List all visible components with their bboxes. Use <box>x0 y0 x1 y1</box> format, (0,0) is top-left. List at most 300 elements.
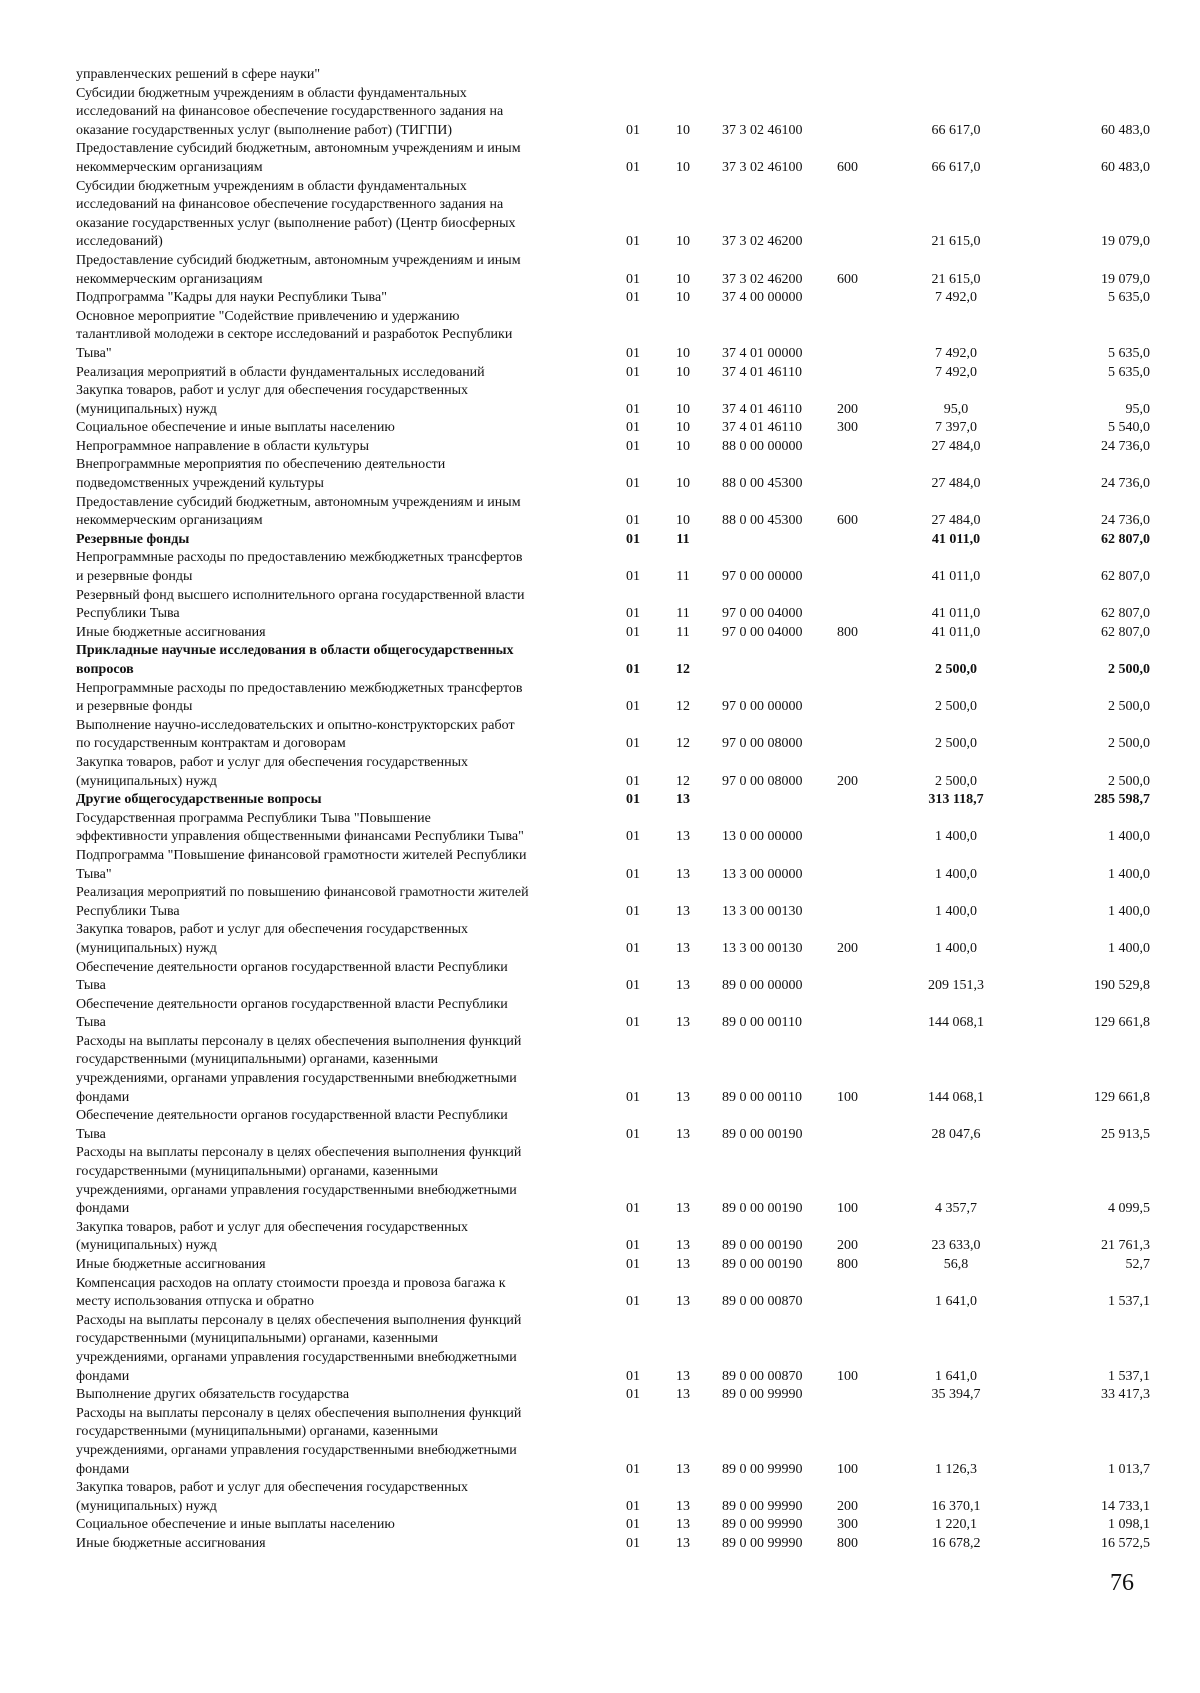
row-amount-year-2: 24 736,0 <box>1101 476 1150 492</box>
row-expense-type-code <box>837 884 892 921</box>
row-section-code <box>608 66 658 85</box>
table-row <box>76 1275 1154 1312</box>
row-amount-year-2: 62 807,0 <box>1101 569 1150 585</box>
row-name: Прикладные научные исследования в области общегосударственных вопросов <box>76 643 514 677</box>
row-target-article-code: 89 0 00 99990 <box>722 1461 803 1477</box>
row-name: Предоставление субсидий бюджетным, автономным учреждениям и иным некоммерческим организациям <box>76 252 521 287</box>
table-row <box>76 1386 1154 1405</box>
table-row <box>76 382 1154 419</box>
row-name: Обеспечение деятельности органов государственной власти Республики Тыва <box>76 959 508 994</box>
table-row <box>76 1312 1154 1386</box>
row-amount-year-2: 60 483,0 <box>1101 122 1150 138</box>
row-target-article-code: 97 0 00 08000 <box>722 736 803 752</box>
row-target-article-code: 89 0 00 00110 <box>722 1089 802 1105</box>
row-name: Иные бюджетные ассигнования <box>76 1535 266 1551</box>
row-expense-type-code <box>837 66 892 85</box>
row-target-article-code: 89 0 00 99990 <box>722 1498 803 1514</box>
row-expense-type-code <box>837 959 892 996</box>
row-amount-year-1: 1 641,0 <box>935 1294 977 1310</box>
row-section-code: 01 <box>626 1238 640 1254</box>
row-amount-year-2: 19 079,0 <box>1101 234 1150 250</box>
row-target-article-code: 97 0 00 00000 <box>722 569 803 585</box>
row-name: Компенсация расходов на оплату стоимости проезда и провоза багажа к месту использования отпуска и обратно <box>76 1275 506 1310</box>
row-subsection-code: 12 <box>676 736 690 752</box>
row-expense-type-code <box>837 642 892 679</box>
row-name: Расходы на выплаты персоналу в целях обеспечения выполнения функций государственными (муниципальными) органами, казенными учреждениями, органами управления государственными внебюджетными фондами <box>76 1312 522 1384</box>
row-subsection-code: 10 <box>676 401 690 417</box>
row-section-code: 01 <box>626 1498 640 1514</box>
row-section-code: 01 <box>626 978 640 994</box>
row-amount-year-1: 7 492,0 <box>935 290 977 306</box>
row-section-code: 01 <box>626 234 640 250</box>
row-target-article-code <box>708 791 837 810</box>
row-amount-year-1: 66 617,0 <box>931 159 981 175</box>
row-amount-year-2: 5 635,0 <box>1108 364 1150 380</box>
row-name: Реализация мероприятий в области фундаментальных исследований <box>76 364 485 380</box>
row-name: Социальное обеспечение и иные выплаты населению <box>76 420 395 436</box>
table-row <box>76 1219 1154 1256</box>
row-section-code: 01 <box>626 606 640 622</box>
row-amount-year-1: 1 126,3 <box>935 1461 977 1477</box>
row-amount-year-1: 27 484,0 <box>931 476 981 492</box>
row-amount-year-1: 7 492,0 <box>935 364 977 380</box>
row-name: Выполнение научно-исследовательских и опытно-конструкторских работ по государственным контрактам и договорам <box>76 717 515 752</box>
row-name: Расходы на выплаты персоналу в целях обеспечения выполнения функций государственными (муниципальными) органами, казенными учреждениями, органами управления государственными внебюджетными фондами <box>76 1033 522 1105</box>
row-amount-year-2: 62 807,0 <box>1101 531 1150 547</box>
row-subsection-code: 13 <box>676 1535 690 1551</box>
row-target-article-code: 89 0 00 00190 <box>722 1257 803 1272</box>
table-row <box>76 1516 1154 1535</box>
row-amount-year-1: 7 492,0 <box>935 345 977 361</box>
row-expense-type-code: 100 <box>837 1201 858 1217</box>
row-target-article-code: 88 0 00 45300 <box>722 513 803 529</box>
row-subsection-code: 10 <box>676 438 690 454</box>
row-target-article-code: 89 0 00 99990 <box>722 1387 803 1403</box>
row-subsection-code: 13 <box>676 1015 690 1031</box>
row-expense-type-code <box>837 308 892 364</box>
row-amount-year-2: 25 913,5 <box>1101 1126 1150 1142</box>
row-target-article-code: 97 0 00 08000 <box>722 773 803 789</box>
table-row <box>76 624 1154 643</box>
row-amount-year-2: 14 733,1 <box>1101 1498 1150 1514</box>
row-name: Непрограммные расходы по предоставлению межбюджетных трансфертов и резервные фонды <box>76 680 523 715</box>
budget-table-body <box>76 66 1154 1554</box>
row-amount-year-2: 60 483,0 <box>1101 159 1150 175</box>
row-amount-year-1: 2 500,0 <box>935 736 977 752</box>
row-target-article-code: 97 0 00 04000 <box>722 624 803 640</box>
row-name: Иные бюджетные ассигнования <box>76 624 266 640</box>
row-expense-type-code <box>837 1275 892 1312</box>
row-amount-year-2: 2 500,0 <box>1108 736 1150 752</box>
row-subsection-code: 13 <box>676 1461 690 1477</box>
row-amount-year-1: 23 633,0 <box>931 1238 981 1254</box>
row-subsection-code: 13 <box>676 1257 690 1272</box>
row-name: Выполнение других обязательств государства <box>76 1387 350 1403</box>
table-row <box>76 85 1154 141</box>
row-subsection-code: 11 <box>676 606 690 622</box>
row-subsection-code: 13 <box>676 1387 690 1403</box>
row-expense-type-code <box>837 85 892 141</box>
row-target-article-code: 37 4 01 46110 <box>722 364 802 380</box>
row-amount-year-2: 52,7 <box>1125 1257 1150 1272</box>
table-row <box>76 1107 1154 1144</box>
row-section-code: 01 <box>626 792 640 808</box>
row-target-article-code: 89 0 00 00190 <box>722 1238 803 1254</box>
row-name: Предоставление субсидий бюджетным, автономным учреждениям и иным некоммерческим организациям <box>76 494 521 529</box>
table-row <box>76 549 1154 586</box>
table-row <box>76 921 1154 958</box>
row-section-code: 01 <box>626 1015 640 1031</box>
row-section-code: 01 <box>626 159 640 175</box>
row-target-article-code: 37 3 02 46100 <box>722 159 803 175</box>
row-amount-year-2: 19 079,0 <box>1101 271 1150 287</box>
row-expense-type-code: 200 <box>837 1238 858 1254</box>
row-target-article-code: 37 3 02 46100 <box>722 122 803 138</box>
row-amount-year-1: 2 500,0 <box>935 699 977 715</box>
row-amount-year-1: 41 011,0 <box>931 531 981 547</box>
row-expense-type-code: 200 <box>837 940 858 956</box>
row-expense-type-code <box>837 1386 892 1405</box>
row-subsection-code: 10 <box>676 345 690 361</box>
row-target-article-code: 37 3 02 46200 <box>722 234 803 250</box>
row-target-article-code: 37 4 01 46110 <box>722 401 802 417</box>
row-amount-year-1: 66 617,0 <box>931 122 981 138</box>
row-amount-year-1: 144 068,1 <box>928 1015 984 1031</box>
row-target-article-code: 89 0 00 00190 <box>722 1201 803 1217</box>
row-expense-type-code: 300 <box>837 1517 858 1533</box>
row-subsection-code: 13 <box>676 1517 690 1533</box>
row-target-article-code: 89 0 00 99990 <box>722 1517 803 1533</box>
row-section-code: 01 <box>626 1368 640 1384</box>
row-name: Расходы на выплаты персоналу в целях обеспечения выполнения функций государственными (муниципальными) органами, казенными учреждениями, органами управления государственными внебюджетными фондами <box>76 1405 522 1477</box>
row-section-code: 01 <box>626 773 640 789</box>
row-section-code: 01 <box>626 1517 640 1533</box>
row-subsection-code: 13 <box>676 1368 690 1384</box>
row-amount-year-2: 1 537,1 <box>1108 1294 1150 1310</box>
row-section-code: 01 <box>626 699 640 715</box>
row-expense-type-code <box>837 791 892 810</box>
row-name: Расходы на выплаты персоналу в целях обеспечения выполнения функций государственными (муниципальными) органами, казенными учреждениями, органами управления государственными внебюджетными фондами <box>76 1145 522 1217</box>
row-expense-type-code: 800 <box>837 624 858 640</box>
row-section-code: 01 <box>626 364 640 380</box>
row-section-code: 01 <box>626 438 640 454</box>
table-row <box>76 680 1154 717</box>
row-subsection-code: 11 <box>676 569 690 585</box>
row-section-code: 01 <box>626 271 640 287</box>
table-row <box>76 642 1154 679</box>
table-row <box>76 1033 1154 1107</box>
table-row <box>76 1405 1154 1479</box>
row-subsection-code: 10 <box>676 159 690 175</box>
row-subsection-code: 10 <box>676 476 690 492</box>
row-amount-year-1: 27 484,0 <box>931 513 981 529</box>
row-amount-year-2: 2 500,0 <box>1108 699 1150 715</box>
row-section-code: 01 <box>626 420 640 436</box>
row-subsection-code: 13 <box>676 978 690 994</box>
table-row <box>76 531 1154 550</box>
row-name: Реализация мероприятий по повышению финансовой грамотности жителей Республики Тыва <box>76 885 529 919</box>
row-expense-type-code <box>837 364 892 383</box>
table-row <box>76 791 1154 810</box>
row-expense-type-code: 100 <box>837 1461 858 1477</box>
row-target-article-code: 89 0 00 00190 <box>722 1126 803 1142</box>
row-subsection-code: 13 <box>676 866 690 882</box>
row-amount-year-2: 1 400,0 <box>1108 829 1150 845</box>
row-subsection-code: 10 <box>676 271 690 287</box>
row-target-article-code: 13 3 00 00130 <box>722 940 803 956</box>
row-subsection-code <box>658 66 708 85</box>
row-section-code: 01 <box>626 513 640 529</box>
row-name: Государственная программа Республики Тыва "Повышение эффективности управления общественными финансами Республики Тыва" <box>76 810 524 845</box>
table-row <box>76 884 1154 921</box>
row-expense-type-code: 200 <box>837 401 858 417</box>
row-subsection-code: 11 <box>676 624 690 640</box>
row-section-code: 01 <box>626 736 640 752</box>
row-target-article-code <box>708 66 837 85</box>
row-expense-type-code <box>837 810 892 847</box>
row-name: Субсидии бюджетным учреждениям в области фундаментальных исследований на финансовое обеспечение государственного задания на оказание государственных услуг (выполнение работ) (Центр биосферных исследований) <box>76 178 516 250</box>
table-row <box>76 587 1154 624</box>
row-name: Субсидии бюджетным учреждениям в области фундаментальных исследований на финансовое обеспечение государственного задания на оказание государственных услуг (выполнение работ) (ТИГПИ) <box>76 85 504 138</box>
row-amount-year-2: 62 807,0 <box>1101 624 1150 640</box>
row-subsection-code: 13 <box>676 792 690 808</box>
row-target-article-code: 37 4 01 00000 <box>722 345 803 361</box>
row-section-code: 01 <box>626 1126 640 1142</box>
row-section-code: 01 <box>626 866 640 882</box>
row-name: Другие общегосударственные вопросы <box>76 792 322 808</box>
row-amount-year-2: 21 761,3 <box>1101 1238 1150 1254</box>
row-amount-year-2: 1 400,0 <box>1108 903 1150 919</box>
row-amount-year-1 <box>892 66 1020 85</box>
row-expense-type-code <box>837 289 892 308</box>
row-section-code: 01 <box>626 1257 640 1272</box>
row-subsection-code: 10 <box>676 364 690 380</box>
table-row <box>76 252 1154 289</box>
page-number: 76 <box>1110 1570 1134 1596</box>
row-expense-type-code <box>837 847 892 884</box>
row-subsection-code: 10 <box>676 290 690 306</box>
row-expense-type-code <box>837 587 892 624</box>
row-name: Закупка товаров, работ и услуг для обеспечения государственных (муниципальных) нужд <box>76 1219 469 1254</box>
row-target-article-code: 37 4 01 46110 <box>722 420 802 436</box>
row-amount-year-2: 2 500,0 <box>1108 662 1150 677</box>
table-row <box>76 178 1154 252</box>
row-expense-type-code <box>837 438 892 457</box>
row-amount-year-2: 5 635,0 <box>1108 290 1150 306</box>
row-section-code: 01 <box>626 1089 640 1105</box>
row-name: Резервные фонды <box>76 531 190 547</box>
row-target-article-code: 13 3 00 00130 <box>722 903 803 919</box>
table-row <box>76 754 1154 791</box>
row-target-article-code: 89 0 00 00000 <box>722 978 803 994</box>
row-expense-type-code: 600 <box>837 271 858 287</box>
row-expense-type-code: 800 <box>837 1535 858 1551</box>
row-target-article-code: 89 0 00 00870 <box>722 1294 803 1310</box>
row-expense-type-code <box>837 531 892 550</box>
row-expense-type-code: 200 <box>837 773 858 789</box>
row-name: управленческих решений в сфере науки" <box>76 67 321 82</box>
table-row <box>76 456 1154 493</box>
row-amount-year-1: 21 615,0 <box>931 271 981 287</box>
row-amount-year-1: 313 118,7 <box>928 792 984 808</box>
row-amount-year-2: 33 417,3 <box>1101 1387 1150 1403</box>
row-expense-type-code <box>837 717 892 754</box>
row-subsection-code: 13 <box>676 1089 690 1105</box>
row-section-code: 01 <box>626 569 640 585</box>
row-subsection-code: 10 <box>676 513 690 529</box>
row-amount-year-1: 35 394,7 <box>931 1387 981 1403</box>
row-amount-year-2: 5 635,0 <box>1108 345 1150 361</box>
row-expense-type-code <box>837 178 892 252</box>
row-target-article-code: 13 3 00 00000 <box>722 866 803 882</box>
row-expense-type-code: 200 <box>837 1498 858 1514</box>
row-amount-year-2: 129 661,8 <box>1094 1089 1150 1105</box>
table-row <box>76 996 1154 1033</box>
row-expense-type-code <box>837 456 892 493</box>
row-subsection-code: 12 <box>676 699 690 715</box>
row-section-code: 01 <box>626 401 640 417</box>
row-expense-type-code <box>837 996 892 1033</box>
row-subsection-code: 13 <box>676 1201 690 1217</box>
row-section-code: 01 <box>626 290 640 306</box>
row-name: Иные бюджетные ассигнования <box>76 1257 266 1272</box>
row-target-article-code: 13 0 00 00000 <box>722 829 803 845</box>
row-name: Закупка товаров, работ и услуг для обеспечения государственных (муниципальных) нужд <box>76 383 469 417</box>
row-name: Непрограммные расходы по предоставлению межбюджетных трансфертов и резервные фонды <box>76 550 523 585</box>
row-amount-year-2 <box>1020 66 1154 85</box>
row-section-code: 01 <box>626 476 640 492</box>
row-amount-year-2: 1 400,0 <box>1108 940 1150 956</box>
table-row <box>76 494 1154 531</box>
row-name: Предоставление субсидий бюджетным, автономным учреждениям и иным некоммерческим организациям <box>76 141 521 175</box>
row-expense-type-code: 100 <box>837 1089 858 1105</box>
row-section-code: 01 <box>626 829 640 845</box>
row-subsection-code: 13 <box>676 829 690 845</box>
table-row <box>76 140 1154 177</box>
row-name: Социальное обеспечение и иные выплаты населению <box>76 1517 395 1533</box>
row-expense-type-code <box>837 549 892 586</box>
table-row <box>76 1144 1154 1218</box>
table-row <box>76 289 1154 308</box>
row-amount-year-2: 16 572,5 <box>1101 1535 1150 1551</box>
row-amount-year-2: 2 500,0 <box>1108 773 1150 789</box>
row-subsection-code: 13 <box>676 1498 690 1514</box>
row-name: Внепрограммные мероприятия по обеспечению деятельности подведомственных учреждений культуры <box>76 457 446 492</box>
row-amount-year-1: 1 400,0 <box>935 940 977 956</box>
row-subsection-code: 11 <box>676 531 690 547</box>
table-row <box>76 1479 1154 1516</box>
row-amount-year-1: 16 370,1 <box>931 1498 981 1514</box>
row-section-code: 01 <box>626 531 640 547</box>
row-expense-type-code: 800 <box>837 1257 858 1272</box>
row-subsection-code: 13 <box>676 1126 690 1142</box>
row-section-code: 01 <box>626 662 640 677</box>
row-amount-year-1: 21 615,0 <box>931 234 981 250</box>
row-subsection-code: 12 <box>676 662 690 677</box>
row-section-code: 01 <box>626 345 640 361</box>
row-subsection-code: 10 <box>676 234 690 250</box>
row-amount-year-1: 41 011,0 <box>931 569 981 585</box>
row-amount-year-2: 1 098,1 <box>1108 1517 1150 1533</box>
row-target-article-code: 89 0 00 00870 <box>722 1368 803 1384</box>
row-section-code: 01 <box>626 624 640 640</box>
row-subsection-code: 10 <box>676 122 690 138</box>
row-amount-year-1: 56,8 <box>943 1257 969 1272</box>
row-expense-type-code <box>837 680 892 717</box>
row-target-article-code: 89 0 00 00110 <box>722 1015 802 1031</box>
row-amount-year-2: 1 013,7 <box>1108 1461 1150 1477</box>
table-row <box>76 810 1154 847</box>
table-row <box>76 364 1154 383</box>
row-section-code: 01 <box>626 1294 640 1310</box>
row-amount-year-1: 1 400,0 <box>935 903 977 919</box>
row-amount-year-1: 1 220,1 <box>935 1517 977 1533</box>
row-section-code: 01 <box>626 1535 640 1551</box>
row-expense-type-code <box>837 1107 892 1144</box>
row-subsection-code: 13 <box>676 903 690 919</box>
row-amount-year-2: 285 598,7 <box>1094 792 1150 808</box>
row-amount-year-1: 41 011,0 <box>931 606 981 622</box>
row-amount-year-1: 1 400,0 <box>935 829 977 845</box>
row-section-code: 01 <box>626 1461 640 1477</box>
row-amount-year-1: 144 068,1 <box>928 1089 984 1105</box>
row-section-code: 01 <box>626 903 640 919</box>
row-amount-year-2: 24 736,0 <box>1101 438 1150 454</box>
row-target-article-code: 97 0 00 04000 <box>722 606 803 622</box>
row-section-code: 01 <box>626 122 640 138</box>
row-subsection-code: 10 <box>676 420 690 436</box>
row-section-code: 01 <box>626 1387 640 1403</box>
table-row <box>76 959 1154 996</box>
row-target-article-code: 37 3 02 46200 <box>722 271 803 287</box>
row-name: Основное мероприятие "Содействие привлечению и удержанию талантливой молодежи в секторе исследований и разработок Республики Тыва" <box>76 308 513 361</box>
budget-table <box>76 66 1154 1554</box>
row-amount-year-1: 41 011,0 <box>931 624 981 640</box>
table-row <box>76 66 1154 85</box>
table-row <box>76 717 1154 754</box>
row-target-article-code <box>708 642 837 679</box>
row-amount-year-1: 95,0 <box>943 401 969 417</box>
row-amount-year-2: 24 736,0 <box>1101 513 1150 529</box>
row-subsection-code: 12 <box>676 773 690 789</box>
row-expense-type-code: 300 <box>837 420 858 436</box>
row-amount-year-1: 2 500,0 <box>935 662 977 677</box>
row-section-code: 01 <box>626 940 640 956</box>
row-amount-year-1: 28 047,6 <box>931 1126 981 1142</box>
row-name: Закупка товаров, работ и услуг для обеспечения государственных (муниципальных) нужд <box>76 1480 469 1514</box>
row-amount-year-2: 5 540,0 <box>1108 420 1150 436</box>
row-amount-year-2: 129 661,8 <box>1094 1015 1150 1031</box>
row-amount-year-2: 1 400,0 <box>1108 866 1150 882</box>
row-subsection-code: 13 <box>676 940 690 956</box>
row-name: Закупка товаров, работ и услуг для обеспечения государственных (муниципальных) нужд <box>76 922 469 956</box>
row-amount-year-1: 1 641,0 <box>935 1368 977 1384</box>
row-section-code: 01 <box>626 1201 640 1217</box>
row-target-article-code <box>708 531 837 550</box>
row-name: Закупка товаров, работ и услуг для обеспечения государственных (муниципальных) нужд <box>76 754 469 789</box>
table-row <box>76 1256 1154 1275</box>
row-expense-type-code: 100 <box>837 1368 858 1384</box>
row-amount-year-1: 209 151,3 <box>928 978 984 994</box>
table-row <box>76 419 1154 438</box>
row-target-article-code: 88 0 00 00000 <box>722 438 803 454</box>
row-target-article-code: 88 0 00 45300 <box>722 476 803 492</box>
row-name: Обеспечение деятельности органов государственной власти Республики Тыва <box>76 996 508 1031</box>
row-name: Непрограммное направление в области культуры <box>76 438 369 454</box>
row-amount-year-2: 62 807,0 <box>1101 606 1150 622</box>
row-name: Подпрограмма "Кадры для науки Республики Тыва" <box>76 290 387 306</box>
row-name: Обеспечение деятельности органов государственной власти Республики Тыва <box>76 1108 508 1142</box>
